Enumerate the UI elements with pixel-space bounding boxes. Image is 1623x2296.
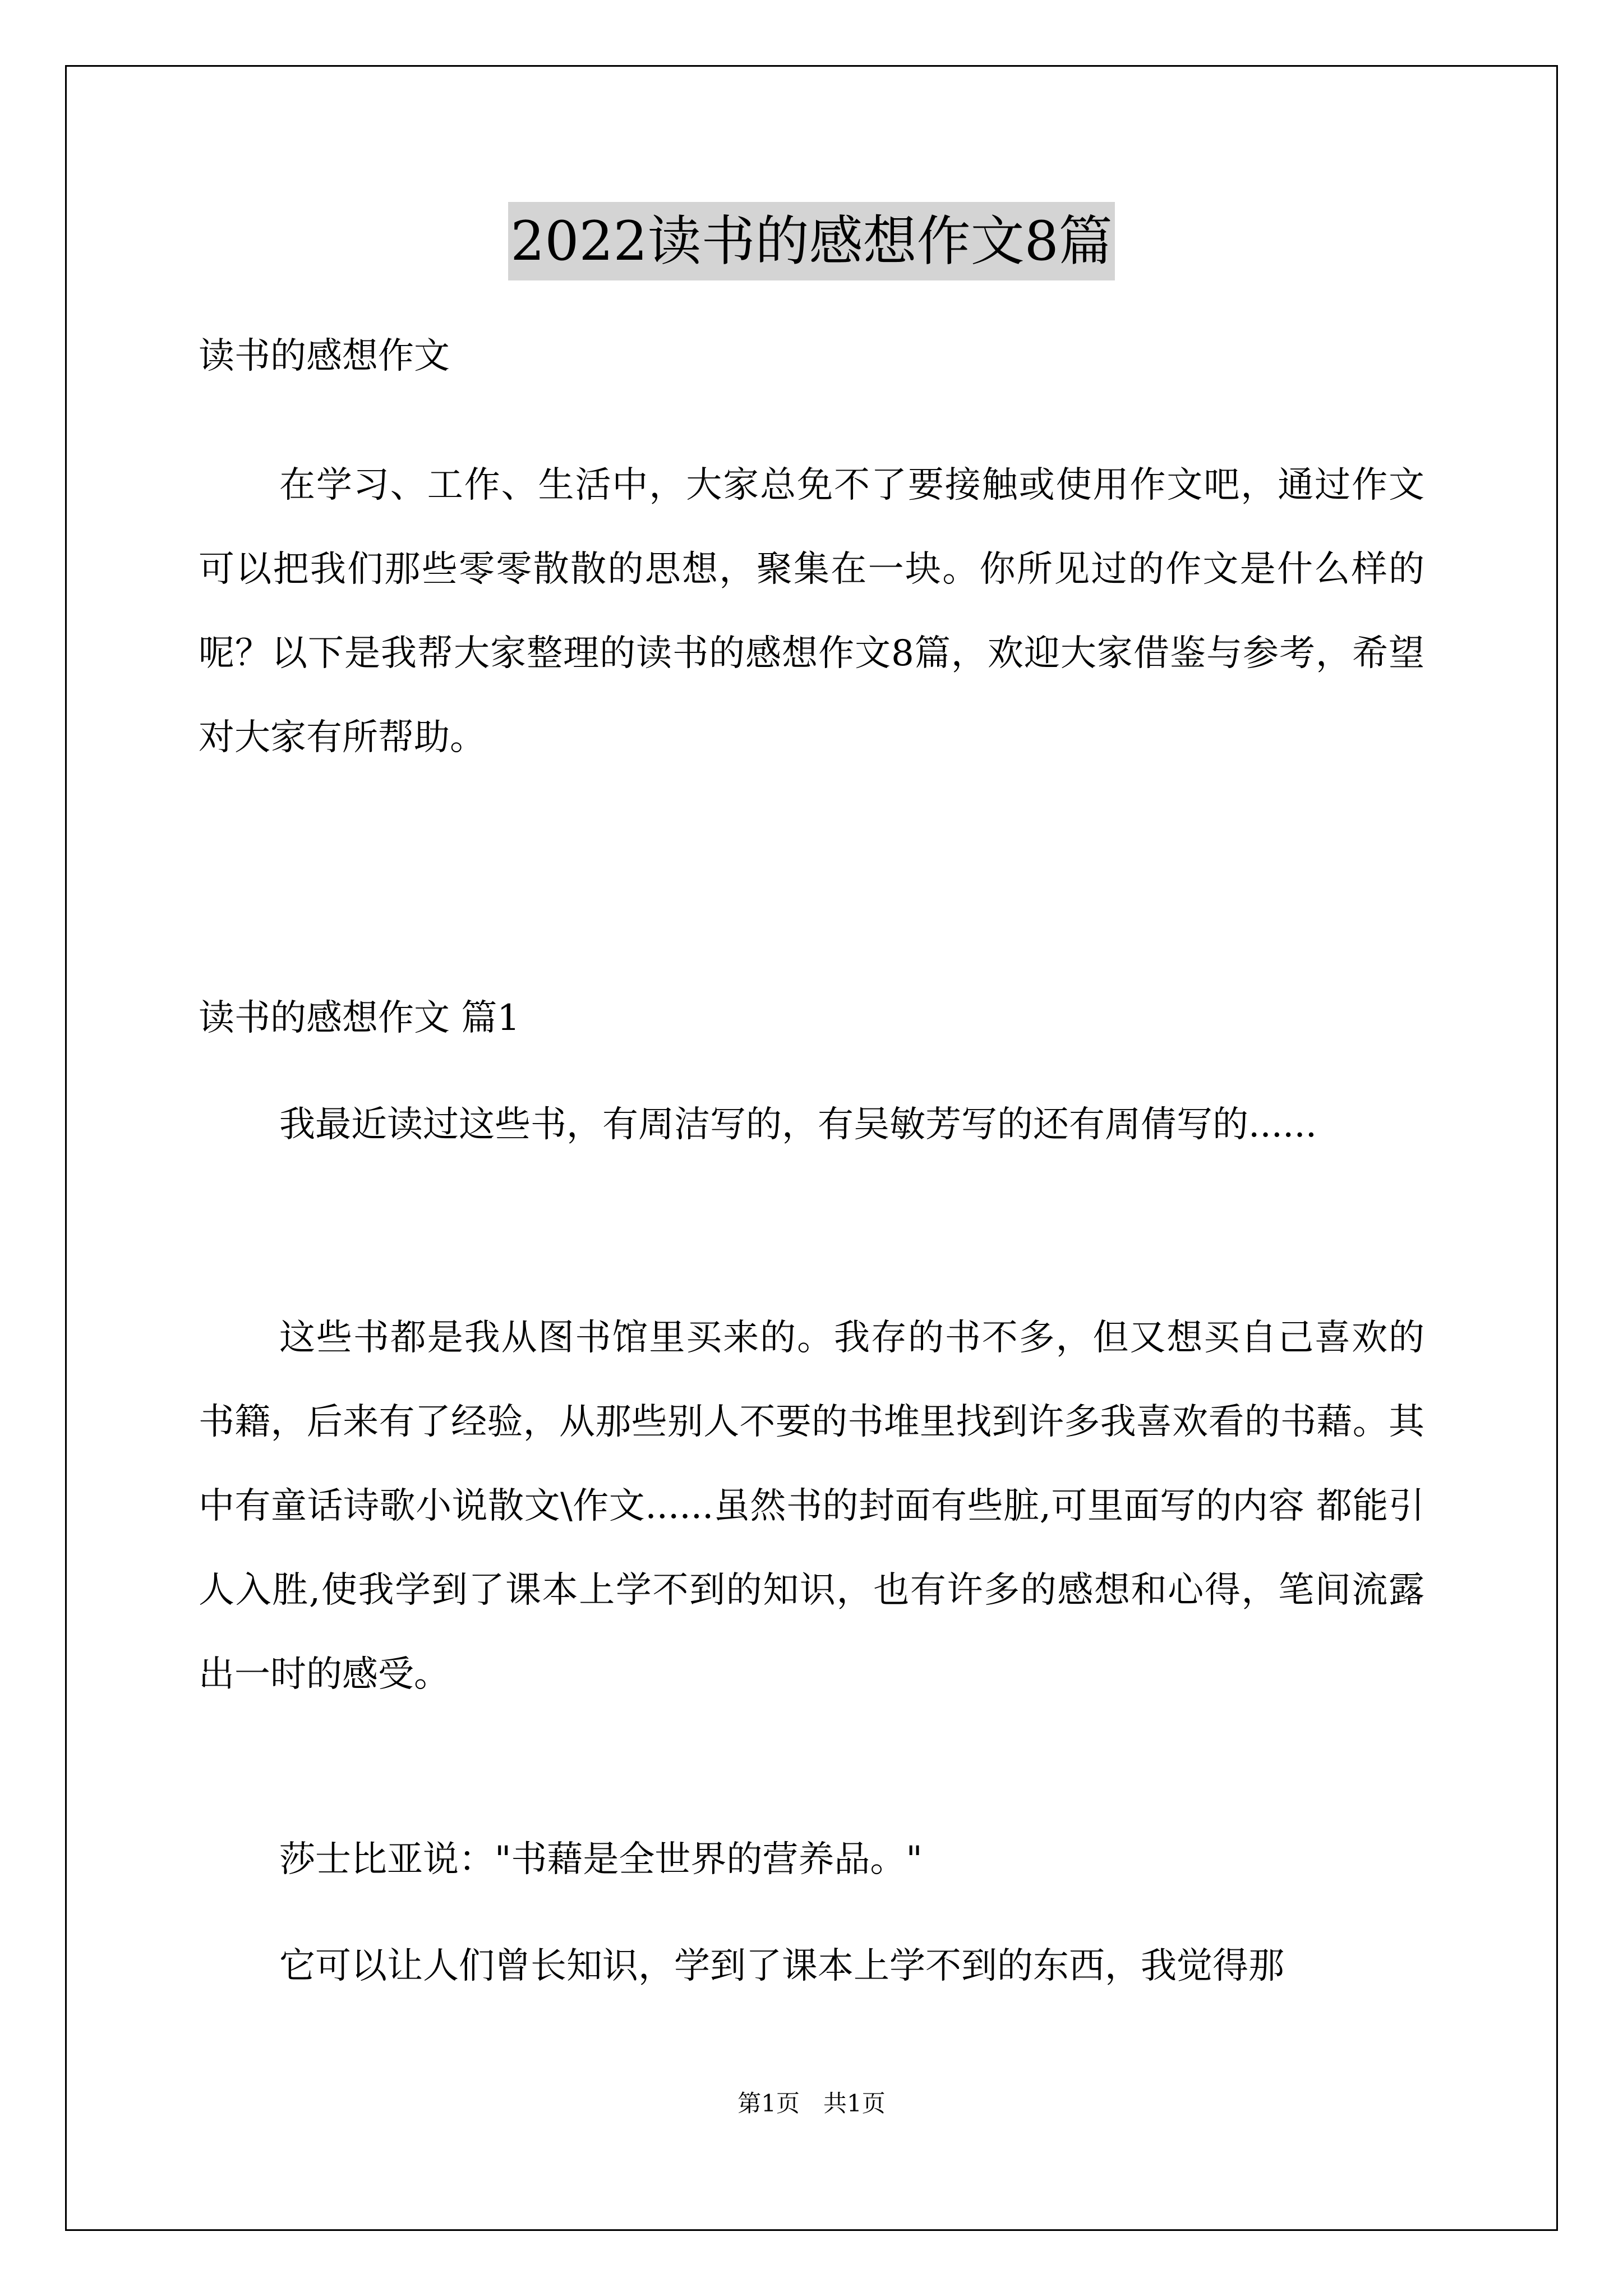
- paragraph-2: [199, 1296, 1424, 1717]
- title-container: [0, 202, 1623, 280]
- document-title: 2022读书的感想作文8篇: [508, 202, 1114, 280]
- quote-text: 莎士比亚说："书藉是全世界的营养品。": [279, 1839, 923, 1880]
- intro-text: 在学习、工作、生活中，大家总免不了要接触或使用作文吧，通过作文可以把我们那些零零散散的思想，聚集在一块。你所见过的作文是什么样的呢？以下是我帮大家整理的读书的感想作文8篇，欢迎大家借鉴与参考，希望对大家有所帮助。: [199, 464, 1424, 758]
- paragraph-text: 它可以让人们曾长知识，学到了课本上学不到的东西，我觉得那: [279, 1945, 1284, 1987]
- subtitle: 读书的感想作文: [199, 335, 450, 377]
- paragraph-1: [199, 1083, 1424, 1167]
- paragraph-4: [199, 1924, 1424, 2008]
- paragraph-text: 我最近读过这些书，有周洁写的，有吴敏芳写的还有周倩写的......: [279, 1104, 1317, 1145]
- page-footer: 第1页 共1页: [737, 2090, 886, 2117]
- section-heading: 读书的感想作文 篇1: [199, 997, 520, 1039]
- paragraph-text: 这些书都是我从图书馆里买来的。我存的书不多，但又想买自己喜欢的书籍，后来有了经验，从那些别人不要的书堆里找到许多我喜欢看的书藉。其中有童话诗歌小说散文\作文......虽然书的封面有些脏,可里面写的内容 都能引人入胜,使我学到了课本上学不到的知识，也有许多的感想和心得，笔间流露出一时的感受。: [199, 1317, 1424, 1695]
- paragraph-3: [199, 1818, 1424, 1902]
- intro-paragraph: [199, 443, 1424, 780]
